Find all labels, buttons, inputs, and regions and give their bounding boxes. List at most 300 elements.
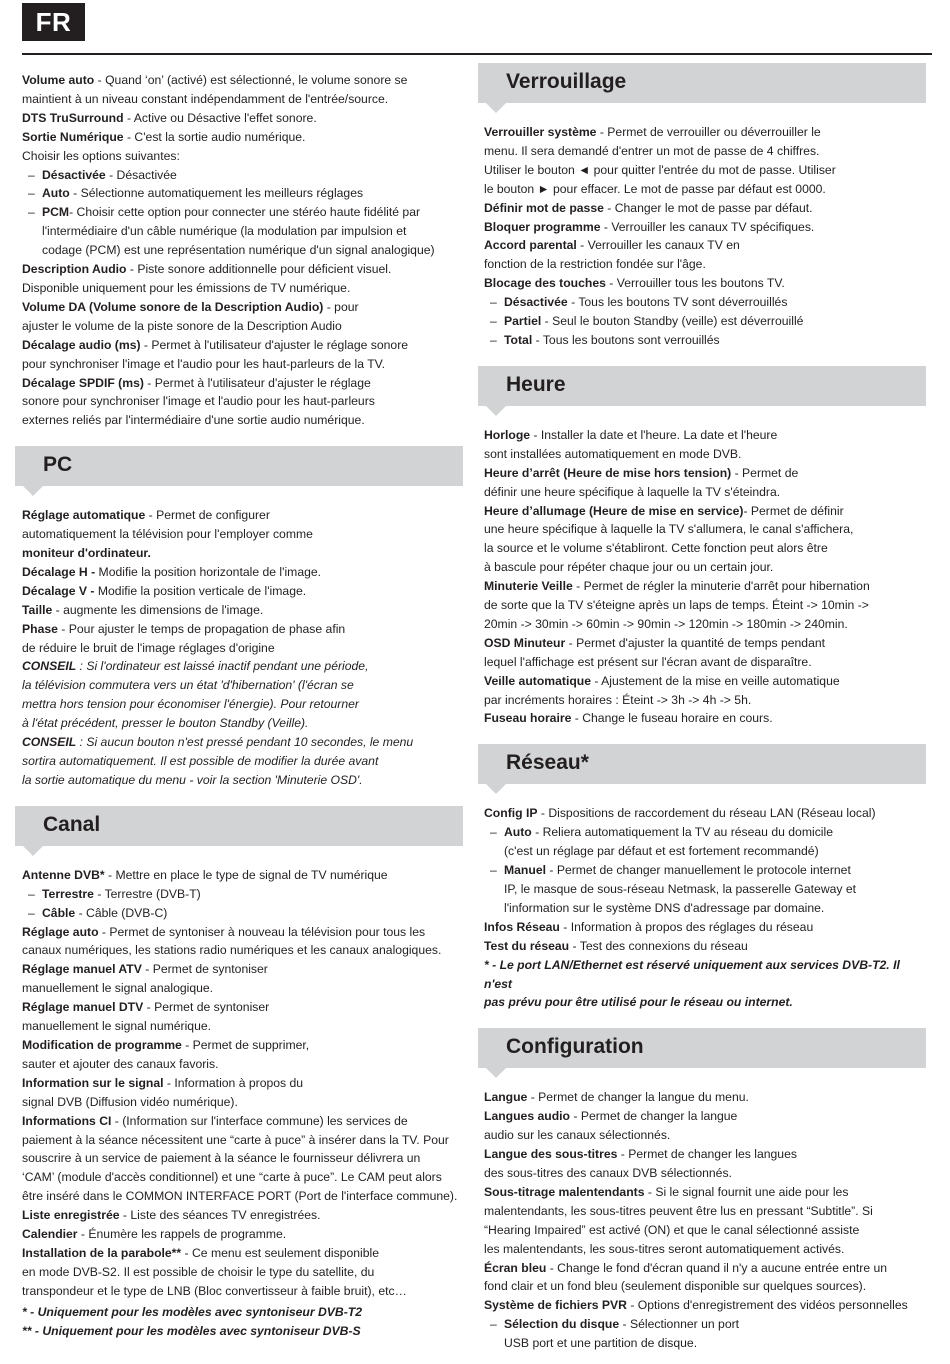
term: Réglage manuel ATV: [22, 962, 142, 977]
text-line: [22, 714, 467, 733]
term: Verrouiller système: [484, 125, 597, 139]
text-line: [484, 180, 929, 199]
line-text: transpondeur et le type de LNB (Bloc convertisseur à faible bruit), etc…: [22, 1283, 407, 1298]
text-line: [484, 483, 929, 502]
network-auto-item: – Auto - Reliera automatiquement la TV au réseau du domicile: [490, 825, 833, 840]
text-line: [22, 1131, 467, 1150]
term: Installation de la parabole**: [22, 1245, 182, 1260]
line-text: - Information à propos du: [163, 1075, 304, 1090]
dash-bullet: –: [28, 886, 35, 901]
text-line: [484, 653, 929, 672]
line-text: - Liste des séances TV enregistrées.: [119, 1208, 321, 1223]
line-text: sauter et ajouter des canaux favoris.: [22, 1056, 219, 1071]
text-line: [22, 771, 467, 790]
line-text: à bascule pour répéter chaque jour ou un certain jour.: [484, 560, 774, 575]
dash-bullet: –: [490, 314, 497, 329]
text-line: [22, 601, 467, 620]
line-text: - Permet de supprimer,: [181, 1037, 310, 1052]
text-line: [22, 1074, 467, 1093]
text-line: [22, 582, 467, 601]
footnote: * - Uniquement pour les modèles avec syntoniseur DVB-T2: [22, 1304, 362, 1319]
line-text: automatiquement la télévision pour l'employer comme: [22, 527, 313, 542]
line-text: - Permet de verrouiller ou déverrouiller le: [596, 125, 821, 139]
text-line: [22, 733, 467, 752]
configuration-section: [484, 1088, 929, 1315]
line-text: Disponible uniquement pour les émissions de TV numérique.: [22, 280, 351, 295]
section-heading-configuration: [478, 1028, 926, 1068]
line-text: - Tous les boutons TV sont déverrouillés: [567, 295, 788, 310]
term: Infos Réseau: [484, 919, 560, 934]
audio-section: [22, 71, 467, 166]
line-text: - Test des connexions du réseau: [569, 938, 748, 953]
pvr-option-detail: [484, 1334, 929, 1353]
heading-text: Verrouillage: [506, 70, 627, 93]
text-line: [22, 866, 467, 885]
text-line: [22, 1282, 467, 1301]
text-line: [22, 752, 467, 771]
text-line: [22, 279, 467, 298]
heading-notch: [23, 846, 43, 856]
time-section: [484, 426, 929, 729]
line-text: - Permet de régler la minuterie d'arrêt pour hibernation: [572, 579, 870, 594]
line-text: canaux numériques, les stations radio numériques et les canaux analogiques.: [22, 943, 442, 958]
text-line: [22, 411, 467, 430]
text-line: [484, 1202, 929, 1221]
text-line: [484, 123, 929, 142]
term: Calendier: [22, 1227, 78, 1242]
term: Antenne DVB*: [22, 867, 105, 882]
text-line: [22, 317, 467, 336]
line-text: audio sur les canaux sélectionnés.: [484, 1128, 671, 1143]
line-text: en mode DVB-S2. Il est possible de choisir le type du satellite, du: [22, 1264, 375, 1279]
option-item: [22, 203, 467, 222]
text-line: [22, 260, 467, 279]
heading-text: Canal: [43, 812, 101, 836]
term: PCM: [42, 205, 70, 220]
text-line: [22, 676, 467, 695]
line-text: - Permet de syntoniser: [141, 962, 268, 977]
line-text: pour synchroniser l'image et l'audio pour les haut-parleurs de la TV.: [22, 356, 386, 371]
line-text: menu. Il sera demandé d'entrer un mot de passe de 4 chiffres.: [484, 143, 820, 158]
term: Désactivée: [504, 295, 568, 310]
line-text: manuellement le signal numérique.: [22, 1019, 212, 1034]
canal-section: [22, 923, 467, 1301]
text-line: [22, 979, 467, 998]
text-line: [22, 1263, 467, 1282]
line-text: - Change le fuseau horaire en cours.: [571, 711, 773, 726]
pc-section: [22, 506, 467, 790]
term: Minuterie Veille: [484, 579, 573, 594]
line-text: - (Information sur l'interface commune) les services de: [111, 1113, 408, 1128]
line-text: - Permet à l'utilisateur d'ajuster le réglage sonore: [140, 337, 409, 352]
tip-text: la télévision commutera vers un état 'd'hibernation' (l'écran se: [22, 678, 354, 693]
section-heading-reseau: [478, 744, 926, 784]
term: moniteur d'ordinateur.: [22, 546, 151, 561]
text-line: [484, 709, 929, 728]
lock-section: [484, 123, 929, 293]
line-text: lequel l'affichage est présent sur l'écran avant de disparaître.: [484, 654, 812, 669]
line-text: - Permet à l'utilisateur d'ajuster le réglage: [143, 375, 371, 390]
term: Heure d’arrêt (Heure de mise hors tension): [484, 465, 732, 480]
text-line: [484, 1259, 929, 1278]
line-text: fond clair et un fond bleu (seulement disponible sur quelques sources).: [484, 1279, 867, 1294]
dash-bullet: –: [490, 332, 497, 347]
term: Test du réseau: [484, 938, 570, 953]
line-text: - Change le fond d'écran quand il n'y a aucune entrée entre un: [546, 1260, 888, 1275]
line-text: Utiliser le bouton ◄ pour quitter l'entrée du mot de passe. Utiliser: [484, 162, 836, 177]
term: Système de fichiers PVR: [484, 1298, 627, 1313]
text-line: [22, 960, 467, 979]
footnote: * - Le port LAN/Ethernet est réservé uniquement aux services DVB-T2. Il n'est: [484, 957, 900, 991]
language-badge: FR: [22, 3, 85, 41]
text-line: [22, 1055, 467, 1074]
pvr-options: [484, 1315, 929, 1334]
text-line: [22, 128, 467, 147]
line-text: les malentendants, les sous-titres seront automatiquement activés.: [484, 1241, 845, 1256]
text-line: [22, 109, 467, 128]
line-text: Modifie la position horizontale de l'image.: [95, 564, 322, 579]
text-line: [484, 596, 929, 615]
line-text: - Sélectionne automatiquement les meilleurs réglages: [69, 186, 364, 201]
canal-antenna-options: [22, 885, 467, 923]
text-line: [22, 695, 467, 714]
text-line: [484, 615, 929, 634]
text-line: [484, 161, 929, 180]
continuation-line: l'intermédiaire d'un câble numérique (la modulation par impulsion et: [42, 224, 407, 239]
line-text: ‘CAM’ (module d'accès conditionnel) et une “carte à puce”. Le CAM peut alors: [22, 1170, 442, 1185]
audio-description-section: [22, 260, 467, 430]
text-line: [22, 90, 467, 109]
line-text: externes reliés par l'intermédiaire d'une sortie audio numérique.: [22, 413, 365, 428]
term: Langue des sous-titres: [484, 1147, 618, 1162]
text-line: [22, 1093, 467, 1112]
line-text: - Permet de syntoniser: [143, 1000, 270, 1015]
line-text: - Permet de changer la langue: [570, 1109, 738, 1124]
term: Définir mot de passe: [484, 200, 604, 215]
text-line: [22, 544, 467, 563]
text-line: [22, 1017, 467, 1036]
tip-label: CONSEIL: [22, 659, 77, 674]
term: Veille automatique: [484, 673, 592, 688]
line-text: “Hearing Impaired” est activé (ON) et que le canal sélectionné assiste: [484, 1222, 860, 1237]
line-text: - Désactivée: [105, 167, 177, 182]
line-text: - Ajustement de la mise en veille automatique: [591, 673, 840, 688]
text-line: [22, 1244, 467, 1263]
term: Information sur le signal: [22, 1075, 164, 1090]
line-text: - Énumère les rappels de programme.: [77, 1227, 287, 1242]
continuation-line: (c'est un réglage par défaut et est fortement recommandé): [504, 844, 819, 859]
line-text: - Ce menu est seulement disponible: [181, 1245, 379, 1260]
term: Description Audio: [22, 262, 127, 277]
heading-text: Réseau*: [506, 751, 589, 775]
text-line: [484, 502, 929, 521]
tip-text: à l'état précédent, presser le bouton Standby (Veille).: [22, 716, 309, 731]
text-line: [484, 691, 929, 710]
term: Auto: [42, 186, 70, 201]
line-text: - Pour ajuster le temps de propagation de phase afin: [57, 621, 346, 636]
line-text: maintient à un niveau constant indépendamment de l'entrée/source.: [22, 91, 389, 106]
text-line: [22, 525, 467, 544]
line-text: - Permet de changer les langues: [617, 1147, 797, 1162]
option-item: [484, 1315, 929, 1334]
text-line: [484, 274, 929, 293]
line-text: de sorte que la TV s'éteigne après un laps de temps. Éteint -> 10min ->: [484, 598, 869, 613]
line-text: ajuster le volume de la piste sonore de la Description Audio: [22, 318, 342, 333]
heading-notch: [486, 103, 506, 113]
line-text: - Permet de changer la langue du menu.: [527, 1090, 749, 1105]
text-line: [22, 563, 467, 582]
text-line: [484, 1107, 929, 1126]
pcm-description: [22, 222, 467, 260]
line-text: manuellement le signal analogique.: [22, 981, 214, 996]
network-auto-detail: [484, 842, 929, 861]
dash-bullet: –: [490, 295, 497, 310]
line-text: de réduire le bruit de l'image réglages d'origine: [22, 640, 275, 655]
text-line: [484, 1183, 929, 1202]
heading-notch: [486, 1068, 506, 1078]
text-line: [484, 1296, 929, 1315]
network-manual-detail: [484, 880, 929, 918]
line-text: - Active ou Désactive l'effet sonore.: [123, 110, 317, 125]
text-line: [22, 941, 467, 960]
line-text: malentendants, les sous-titres peuvent être lus en pressant “Subtitle”. Si: [484, 1203, 873, 1218]
line-text: - Information à propos des réglages du réseau: [559, 919, 814, 934]
line-text: par incréments horaires : Éteint -> 3h -> 4h -> 5h.: [484, 692, 752, 707]
line-text: sont installées automatiquement en mode DVB.: [484, 446, 742, 461]
line-text: - Terrestre (DVB-T): [93, 886, 201, 901]
line-text: - C'est la sortie audio numérique.: [123, 129, 306, 144]
option-item: [22, 885, 467, 904]
heading-text: Configuration: [506, 1035, 644, 1059]
text-line: [484, 918, 929, 937]
tip-text: sortira automatiquement. Il est possible de modifier la durée avant: [22, 754, 379, 768]
continuation-line: IP, le masque de sous-réseau Netmask, la passerelle Gateway et: [504, 882, 857, 896]
term: Horloge: [484, 427, 531, 442]
network-info: [484, 918, 929, 956]
option-item: [484, 293, 929, 312]
line-text: la source et le volume s'établiront. Cette fonction peut alors être: [484, 541, 828, 556]
line-text: - Permet de: [731, 465, 799, 480]
line-text: - augmente les dimensions de l'image.: [52, 602, 264, 617]
term: Décalage V -: [22, 583, 95, 598]
term: Décalage H -: [22, 564, 96, 579]
text-line: [22, 147, 467, 166]
text-line: [484, 1164, 929, 1183]
line-text: - Options d'enregistrement des vidéos personnelles: [626, 1298, 908, 1313]
text-line: [22, 657, 467, 676]
term: Langue: [484, 1090, 528, 1105]
canal-footnotes: [22, 1303, 467, 1341]
dash-bullet: –: [490, 1317, 497, 1332]
network-footnote: [484, 956, 929, 1013]
text-line: [484, 255, 929, 274]
heading-notch: [23, 486, 43, 496]
line-text: - Permet d'ajuster la quantité de temps pendant: [565, 635, 826, 650]
text-line: [484, 218, 929, 237]
line-text: souscrire à un service de paiement à la séance le fournisseur délivrera un: [22, 1151, 421, 1166]
line-text: - Permet de définir: [743, 503, 844, 518]
text-line: [484, 937, 929, 956]
line-text: - Choisir cette option pour connecter une stéréo haute fidélité par: [69, 205, 421, 220]
option-item: [22, 166, 467, 185]
term: Bloquer programme: [484, 219, 601, 234]
text-line: [484, 1277, 929, 1296]
key-lock-options: [484, 293, 929, 350]
text-line: [484, 445, 929, 464]
text-line: [484, 804, 929, 823]
line-text: Choisir les options suivantes:: [22, 148, 180, 163]
line-text: - Si le signal fournit une aide pour les: [644, 1184, 849, 1199]
term: Écran bleu: [484, 1260, 547, 1275]
term: Sortie Numérique: [22, 129, 124, 144]
text-line: [484, 1088, 929, 1107]
text-line: [22, 1187, 467, 1206]
text-line: [22, 392, 467, 411]
text-line: [22, 1225, 467, 1244]
line-text: Modifie la position verticale de l'image.: [94, 583, 307, 598]
term: DTS TruSurround: [22, 110, 124, 125]
heading-text: PC: [43, 453, 73, 477]
text-line: [484, 558, 929, 577]
line-text: - Permet de syntoniser à nouveau la télévision pour tous les: [98, 924, 426, 939]
text-line: [484, 1126, 929, 1145]
text-line: [484, 520, 929, 539]
term: Accord parental: [484, 238, 577, 253]
line-text: - pour: [323, 299, 359, 314]
tip-text: : Si l'ordinateur est laissé inactif pendant une période,: [76, 659, 369, 674]
line-text: le bouton ► pour effacer. Le mot de passe par défaut est 0000.: [484, 181, 826, 196]
text-line: [484, 464, 929, 483]
line-text: - Changer le mot de passe par défaut.: [603, 200, 813, 215]
footnote: ** - Uniquement pour les modèles avec syntoniseur DVB-S: [22, 1323, 361, 1338]
line-text: - Quand ‘on’ (activé) est sélectionné, le volume sonore se: [94, 73, 408, 87]
line-text: - Seul le bouton Standby (veille) est déverrouillé: [541, 314, 804, 329]
continuation-line: USB port et une partition de disque.: [504, 1336, 698, 1351]
term: Partiel: [504, 314, 542, 329]
term: Modification de programme: [22, 1037, 182, 1052]
text-line: [22, 374, 467, 393]
line-text: paiement à la séance nécessitent une “carte à puce” à insérer dans la TV. Pour: [22, 1132, 449, 1147]
network-config: [484, 804, 929, 823]
line-text: - Piste sonore additionnelle pour déficient visuel.: [126, 262, 392, 277]
text-line: [22, 1036, 467, 1055]
line-text: - Verrouiller les canaux TV spécifiques.: [600, 219, 815, 234]
line-text: - Permet de configurer: [145, 508, 270, 523]
tip-text: mettra hors tension pour économiser l'énergie). Pour retourner: [22, 697, 359, 712]
option-item: [22, 184, 467, 203]
term: OSD Minuteur: [484, 635, 566, 650]
text-line: [22, 355, 467, 374]
term: Sous-titrage malentendants: [484, 1184, 645, 1199]
line-text: - Verrouiller tous les boutons TV.: [605, 276, 785, 291]
term: Volume DA (Volume sonore de la Description Audio): [22, 299, 324, 314]
section-heading-canal: [15, 806, 463, 846]
footnote: pas prévu pour être utilisé pour le réseau ou internet.: [484, 995, 793, 1010]
term: Réglage automatique: [22, 508, 146, 523]
line-text: - Mettre en place le type de signal de TV numérique: [104, 867, 388, 882]
digital-output-options: [22, 166, 467, 223]
section-heading-verrouillage: [478, 63, 926, 103]
text-line: [484, 426, 929, 445]
tip-text: la sortie automatique du menu - voir la section 'Minuterie OSD'.: [22, 772, 363, 787]
continuation-line: l'information sur le système DNS d'adressage par domaine.: [504, 900, 825, 915]
term: Langues audio: [484, 1109, 570, 1124]
term: Terrestre: [42, 886, 94, 901]
option-item: [484, 312, 929, 331]
text-line: [22, 1206, 467, 1225]
line-text: - Sélectionner un port: [619, 1317, 740, 1332]
line-text: - Verrouiller les canaux TV en: [576, 238, 740, 253]
text-line: [484, 577, 929, 596]
text-line: [484, 539, 929, 558]
network-manual-item: – Manuel - Permet de changer manuellement le protocole internet: [490, 863, 851, 878]
text-line: [22, 1168, 467, 1187]
text-line: [22, 998, 467, 1017]
heading-notch: [486, 406, 506, 416]
term: Volume auto: [22, 73, 95, 87]
term: Réglage manuel DTV: [22, 1000, 144, 1015]
dash-bullet: –: [28, 186, 35, 201]
canal-antenna: [22, 866, 467, 885]
term: Câble: [42, 905, 76, 920]
line-text: - Dispositions de raccordement du réseau LAN (Réseau local): [537, 806, 876, 821]
dash-bullet: –: [28, 167, 35, 182]
line-text: être inséré dans le COMMON INTERFACE PORT (Port de l'interface commune).: [22, 1189, 458, 1204]
line-text: - Tous les boutons sont verrouillés: [532, 332, 720, 347]
text-line: [22, 1112, 467, 1131]
text-line: [484, 1221, 929, 1240]
dash-bullet: –: [28, 905, 35, 920]
term: Sélection du disque: [504, 1317, 620, 1332]
term: Taille: [22, 602, 53, 617]
tip-label: CONSEIL: [22, 735, 77, 750]
section-heading-heure: [478, 366, 926, 406]
text-line: [484, 199, 929, 218]
text-line: [22, 1149, 467, 1168]
dash-bullet: –: [28, 205, 35, 220]
heading-notch: [486, 784, 506, 794]
text-line: [22, 71, 467, 90]
continuation-line: codage (PCM) est une représentation numérique d'un signal analogique): [42, 243, 435, 258]
text-line: [484, 142, 929, 161]
term: Réglage auto: [22, 924, 99, 939]
text-line: [22, 620, 467, 639]
text-line: [22, 639, 467, 658]
line-text: sonore pour synchroniser l'image et l'audio pour les haut-parleurs: [22, 394, 375, 409]
text-line: [484, 236, 929, 255]
term: Fuseau horaire: [484, 711, 572, 726]
term: Config IP: [484, 806, 538, 821]
term: Liste enregistrée: [22, 1208, 120, 1223]
text-line: [484, 1240, 929, 1259]
left-column: [22, 71, 467, 1340]
line-text: 20min -> 30min -> 60min -> 90min -> 120min -> 180min -> 240min.: [484, 616, 848, 631]
section-heading-pc: [15, 446, 463, 486]
option-item: [22, 904, 467, 923]
term: Heure d’allumage (Heure de mise en service): [484, 503, 744, 518]
line-text: - Installer la date et l'heure. La date et l'heure: [530, 427, 778, 442]
line-text: - Câble (DVB-C): [75, 905, 168, 920]
line-text: une heure spécifique à laquelle la TV s'allumera, le canal s'affichera,: [484, 522, 854, 537]
term: Phase: [22, 621, 58, 636]
right-column: [484, 63, 929, 1353]
term: Informations CI: [22, 1113, 112, 1128]
text-line: [484, 1145, 929, 1164]
term: Total: [504, 332, 533, 347]
term: Blocage des touches: [484, 276, 606, 291]
heading-text: Heure: [506, 372, 566, 396]
text-line: [484, 634, 929, 653]
